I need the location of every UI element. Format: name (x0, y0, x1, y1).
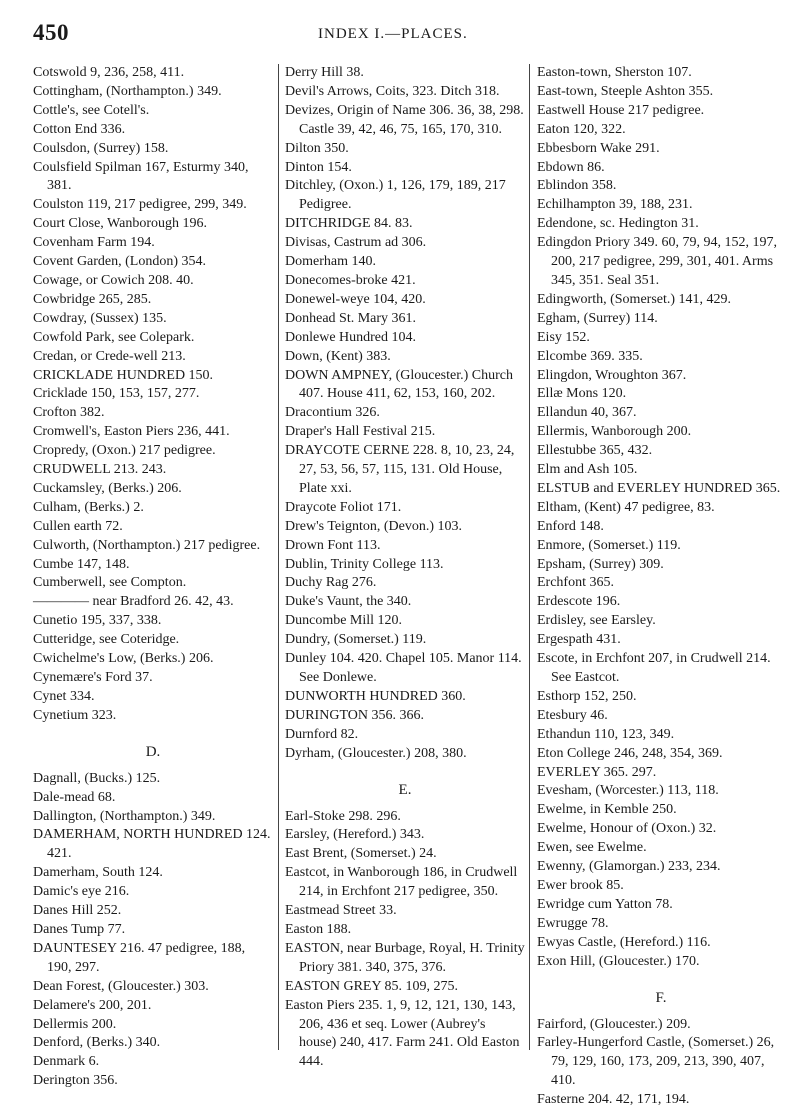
index-entry: DAMERHAM, NORTH HUNDRED 124. 421. (33, 827, 271, 862)
index-entry: Dunley 104. 420. Chapel 105. Manor 114. See Donlewe. (285, 651, 522, 685)
index-entry: Ditchley, (Oxon.) 1, 126, 179, 189, 217 Pedigree. (285, 178, 506, 213)
index-entry: Eblindon 358. (537, 178, 617, 194)
index-entry: Easton-town, Sherston 107. (537, 65, 692, 80)
index-entry: Culham, (Berks.) 2. (33, 499, 144, 515)
index-entry: Dallington, (Northampton.) 349. (33, 808, 216, 824)
index-entry: DAUNTESEY 216. 47 pedigree, 188, 190, 297. (33, 940, 246, 975)
index-entry: Cowdray, (Sussex) 135. (33, 310, 167, 326)
index-entry: Drew's Teignton, (Devon.) 103. (285, 518, 463, 534)
index-entry: Cullen earth 72. (33, 518, 123, 534)
index-entry: Ewer brook 85. (537, 877, 624, 893)
index-column-2 (285, 64, 525, 1072)
section-letter-heading: F. (655, 989, 667, 1006)
column-divider (529, 64, 530, 1050)
index-entry: Escote, in Erchfont 207, in Crudwell 214. See Eastcot. (537, 651, 771, 685)
index-entry: Derry Hill 38. (285, 65, 364, 80)
index-entry: DRAYCOTE CERNE 228. 8, 10, 23, 24, 27, 53, 56, 57, 115, 131. Old House, Plate xxi. (285, 443, 515, 496)
index-entry: Epsham, (Surrey) 309. (537, 556, 664, 572)
index-entry: Cromwell's, Easton Piers 236, 441. (33, 424, 230, 440)
index-entry: Drown Font 113. (285, 537, 381, 553)
index-entry: Earsley, (Hereford.) 343. (285, 827, 425, 843)
index-entry: DURINGTON 356. 366. (285, 707, 424, 723)
running-title: INDEX I.—PLACES. (318, 26, 468, 42)
index-entry: Esthorp 152, 250. (537, 688, 637, 704)
index-entry: Devizes, Origin of Name 306. 36, 38, 298. Castle 39, 42, 46, 75, 165, 170, 310. (285, 102, 524, 137)
index-entry: Ellermis, Wanborough 200. (537, 424, 692, 440)
index-entry: Edendone, sc. Hedington 31. (537, 216, 699, 232)
index-entry: Down, (Kent) 383. (285, 348, 391, 364)
index-entry: Cotton End 336. (33, 121, 126, 137)
index-entry: Egham, (Surrey) 114. (537, 310, 658, 326)
index-entry: Earl-Stoke 298. 296. (285, 808, 401, 824)
index-entry: Edingworth, (Somerset.) 141, 429. (537, 291, 732, 307)
index-entry: Durnford 82. (285, 726, 359, 742)
index-entry: Etesbury 46. (537, 707, 608, 723)
index-entry: Dyrham, (Gloucester.) 208, 380. (285, 745, 467, 761)
index-entry: EVERLEY 365. 297. (537, 764, 657, 780)
index-entry: Ewrugge 78. (537, 915, 609, 931)
index-entry: Cumbe 147, 148. (33, 556, 130, 572)
index-entry: Erchfont 365. (537, 575, 614, 591)
index-entry: Eisy 152. (537, 329, 590, 345)
index-entry: Dundry, (Somerset.) 119. (285, 632, 427, 648)
index-entry: Eltham, (Kent) 47 pedigree, 83. (537, 499, 715, 515)
index-entry: Domerham 140. (285, 254, 376, 270)
index-entry: Duncombe Mill 120. (285, 613, 403, 629)
index-entry: Enford 148. (537, 518, 604, 534)
index-entry: Denmark 6. (33, 1054, 100, 1070)
index-entry: Cottle's, see Cotell's. (33, 102, 150, 118)
index-entry: Cricklade 150, 153, 157, 277. (33, 386, 200, 402)
index-entry: Easton Piers 235. 1, 9, 12, 121, 130, 143, 206, 436 et seq. Lower (Aubrey's house) 240, 417. Farm 241. Old Easton 444. (285, 997, 520, 1070)
index-entry: Donecomes-broke 421. (285, 272, 416, 288)
index-entry: Crofton 382. (33, 405, 105, 421)
index-entry: Damerham, South 124. (33, 865, 163, 881)
index-entry: Eton College 246, 248, 354, 369. (537, 745, 723, 761)
index-entry: Echilhampton 39, 188, 231. (537, 197, 693, 213)
index-entry: Duchy Rag 276. (285, 575, 377, 591)
index-entry: Coulston 119, 217 pedigree, 299, 349. (33, 197, 247, 213)
index-entry: EASTON GREY 85. 109, 275. (285, 978, 459, 994)
index-entry: Ebdown 86. (537, 159, 605, 175)
index-entry: East-town, Steeple Ashton 355. (537, 83, 714, 99)
index-entry: Cropredy, (Oxon.) 217 pedigree. (33, 443, 216, 459)
index-entry: Devil's Arrows, Coits, 323. Ditch 318. (285, 83, 500, 99)
index-entry: Cuckamsley, (Berks.) 206. (33, 480, 182, 496)
index-entry: Eastmead Street 33. (285, 903, 397, 919)
index-entry: Dracontium 326. (285, 405, 380, 421)
index-entry: Draper's Hall Festival 215. (285, 424, 436, 440)
index-entry: Denford, (Berks.) 340. (33, 1035, 161, 1051)
page-number: 450 (33, 20, 69, 45)
index-entry: CRUDWELL 213. 243. (33, 462, 167, 478)
index-entry: CRICKLADE HUNDRED 150. (33, 367, 214, 383)
index-entry: Danes Hill 252. (33, 903, 122, 919)
index-entry: DITCHRIDGE 84. 83. (285, 216, 413, 232)
index-entry: Ewenny, (Glamorgan.) 233, 234. (537, 859, 721, 875)
index-entry: Dean Forest, (Gloucester.) 303. (33, 978, 209, 994)
column-divider (278, 64, 279, 1050)
index-entry: Ellæ Mons 120. (537, 386, 627, 402)
index-entry: Exon Hill, (Gloucester.) 170. (537, 953, 700, 969)
index-entry: Cumberwell, see Compton. (33, 575, 187, 591)
index-entry: Easton 188. (285, 921, 352, 937)
index-entry: Covent Garden, (London) 354. (33, 254, 207, 270)
page-header (0, 20, 800, 48)
index-entry: Cynetium 323. (33, 707, 117, 723)
index-entry: DUNWORTH HUNDRED 360. (285, 688, 466, 704)
index-entry: Cynet 334. (33, 688, 95, 704)
index-entry: Cottingham, (Northampton.) 349. (33, 83, 222, 99)
index-entry: Dublin, Trinity College 113. (285, 556, 444, 572)
index-entry: Elingdon, Wroughton 367. (537, 367, 687, 383)
index-entry: Damic's eye 216. (33, 884, 130, 900)
index-entry: Ewelme, in Kemble 250. (537, 802, 677, 818)
index-entry: Donlewe Hundred 104. (285, 329, 417, 345)
index-entry: Ergespath 431. (537, 632, 621, 648)
index-entry: Ewridge cum Yatton 78. (537, 896, 673, 912)
index-entry: Court Close, Wanborough 196. (33, 216, 207, 232)
index-entry: Ellandun 40, 367. (537, 405, 637, 421)
index-entry: Farley-Hungerford Castle, (Somerset.) 26, 79, 129, 160, 173, 209, 213, 390, 407, 410. (537, 1035, 775, 1089)
index-entry: Ebbesborn Wake 291. (537, 140, 660, 156)
index-entry: Derington 356. (33, 1073, 118, 1089)
index-entry: Ethandun 110, 123, 349. (537, 726, 675, 742)
index-entry: Elm and Ash 105. (537, 462, 638, 478)
index-entry: DOWN AMPNEY, (Gloucester.) Church 407. House 411, 62, 153, 160, 202. (285, 367, 513, 402)
index-entry: Divisas, Castrum ad 306. (285, 235, 427, 251)
index-entry: Danes Tump 77. (33, 921, 126, 937)
index-entry: Erdescote 196. (537, 594, 621, 610)
index-entry: Cowbridge 265, 285. (33, 291, 152, 307)
index-entry: Fasterne 204. 42, 171, 194. (537, 1092, 690, 1108)
index-entry: Dilton 350. (285, 140, 349, 156)
section-letter-heading: D. (145, 743, 161, 760)
index-entry: Donewel-weye 104, 420. (285, 291, 426, 307)
index-entry: Ewelme, Honour of (Oxon.) 32. (537, 821, 717, 837)
index-entry: Donhead St. Mary 361. (285, 310, 417, 326)
index-entry: EASTON, near Burbage, Royal, H. Trinity Priory 381. 340, 375, 376. (285, 940, 525, 975)
index-entry: Dale-mead 68. (33, 789, 116, 805)
index-entry: Eastwell House 217 pedigree. (537, 102, 705, 118)
index-column-1 (33, 64, 273, 1091)
index-entry: East Brent, (Somerset.) 24. (285, 846, 437, 862)
index-entry: Delamere's 200, 201. (33, 997, 152, 1013)
index-entry: Draycote Foliot 171. (285, 499, 402, 515)
index-entry: Dagnall, (Bucks.) 125. (33, 770, 161, 786)
index-entry: Credan, or Crede-well 213. (33, 348, 186, 364)
index-entry: Ellestubbe 365, 432. (537, 443, 653, 459)
index-entry: Cutteridge, see Coteridge. (33, 632, 180, 648)
index-entry: Eaton 120, 322. (537, 121, 626, 137)
index-entry: Coulsfield Spilman 167, Esturmy 340, 381. (33, 159, 249, 194)
index-entry: Cowage, or Cowich 208. 40. (33, 272, 194, 288)
index-entry: Cwichelme's Low, (Berks.) 206. (33, 651, 214, 667)
index-entry: Cynemære's Ford 37. (33, 670, 153, 685)
index-entry: Edingdon Priory 349. 60, 79, 94, 152, 197, 200, 217 pedigree, 299, 301, 401. Arms 345, 351. Seal 351. (537, 235, 777, 288)
index-entry: Duke's Vaunt, the 340. (285, 594, 412, 610)
index-entry: Dinton 154. (285, 159, 352, 175)
index-entry: Coulsdon, (Surrey) 158. (33, 140, 169, 156)
index-entry: Cunetio 195, 337, 338. (33, 613, 162, 629)
index-entry: Evesham, (Worcester.) 113, 118. (537, 783, 719, 799)
index-entry: Fairford, (Gloucester.) 209. (537, 1016, 691, 1032)
index-entry: Cotswold 9, 236, 258, 411. (33, 65, 185, 80)
index-entry: ———— near Bradford 26. 42, 43. (33, 594, 234, 610)
index-entry: ELSTUB and EVERLEY HUNDRED 365. (537, 480, 781, 496)
index-entry: Erdisley, see Earsley. (537, 613, 656, 629)
index-entry: Dellermis 200. (33, 1016, 117, 1032)
index-entry: Ewyas Castle, (Hereford.) 116. (537, 934, 711, 950)
index-column-3 (537, 64, 785, 1110)
index-entry: Elcombe 369. 335. (537, 348, 643, 364)
index-entry: Ewen, see Ewelme. (537, 840, 647, 856)
index-entry: Cowfold Park, see Colepark. (33, 329, 195, 345)
section-letter-heading: E. (398, 781, 412, 798)
index-entry: Enmore, (Somerset.) 119. (537, 537, 681, 553)
index-entry: Covenham Farm 194. (33, 235, 155, 251)
index-entry: Eastcot, in Wanborough 186, in Crudwell 214, in Erchfont 217 pedigree, 350. (285, 865, 518, 900)
index-entry: Culworth, (Northampton.) 217 pedigree. (33, 537, 261, 553)
